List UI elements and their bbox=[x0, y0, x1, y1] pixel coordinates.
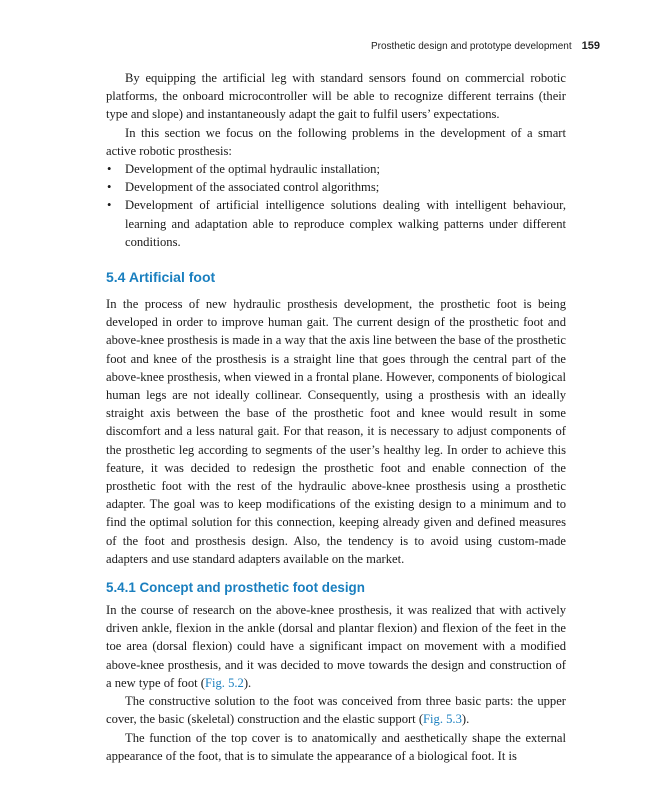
page-number: 159 bbox=[581, 40, 600, 52]
figure-link-5-3[interactable]: Fig. 5.3 bbox=[423, 712, 462, 727]
subsection-paragraph-2: The constructive solution to the foot was conceived from three basic parts: the upper cover, the basic (skeletal) construction and the elastic support (Fig. 5.3). bbox=[106, 694, 566, 727]
list-item bbox=[106, 196, 566, 251]
list-item-text: Development of artificial intelligence solutions dealing with intelligent behaviour, learning and adaptation able to reproduce complex walking patterns under different conditions. bbox=[125, 198, 566, 249]
section-heading: 5.4 Artificial foot bbox=[106, 269, 216, 286]
bullet-icon: • bbox=[107, 198, 112, 213]
running-head bbox=[106, 40, 600, 52]
page-content bbox=[106, 69, 566, 765]
intro-paragraph-2: In this section we focus on the following problems in the development of a smart active robotic prosthesis: bbox=[106, 125, 566, 158]
list-item-text: Development of the associated control algorithms; bbox=[125, 180, 380, 195]
list-item-text: Development of the optimal hydraulic installation; bbox=[125, 162, 380, 177]
running-head-title: Prosthetic design and prototype development bbox=[370, 41, 572, 52]
problem-list bbox=[106, 160, 566, 251]
intro-paragraph-1: By equipping the artificial leg with standard sensors found on commercial robotic platforms, the onboard microcontroller will be able to recognize different terrains (their type and slope) and instantaneously adapt the gait to fulfil users’ expectations. bbox=[106, 71, 566, 122]
list-item bbox=[106, 160, 566, 178]
subsection-paragraph-1: In the course of research on the above-knee prosthesis, it was realized that with actively driven ankle, flexion in the ankle (dorsal and plantar flexion) and flexion of the feet in the toe area (dorsal flexion) could have a significant impact on movement with a modified above-knee prosthesis, and it was decided to move towards the design and construction of a new type of foot (Fig. 5.2). bbox=[106, 603, 566, 690]
section-paragraph-1: In the process of new hydraulic prosthesis development, the prosthetic foot is being developed in order to improve human gait. The current design of the prosthetic foot and above-knee prosthesis is made in a way that the axis line between the base of the prosthetic foot and knee of the prosthesis is a straight line that goes through the central part of the above-knee prosthesis, when viewed in a frontal plane. However, components of biological human legs are not ideally collinear. Consequently, using a prosthesis with an ideally straight axis between the base of the prosthetic foot and knee would result in some discomfort and a less natural gait. For that reason, it is necessary to adjust components of the prosthetic leg according to segments of the user’s healthy leg. In order to achieve this feature, it was decided to redesign the prosthetic foot and enable connection of the prosthetic foot with the rest of the hydraulic above-knee prosthesis using a prosthetic adapter. The goal was to keep modifications of the existing design to a minimum and to find the optimal solution for this connection, keeping already given and defined measures of the foot and prosthesis design. Also, the tendency is to avoid using custom-made adapters and use standard adapters available on the market. bbox=[106, 297, 566, 566]
figure-link-5-2[interactable]: Fig. 5.2 bbox=[204, 675, 244, 690]
list-item bbox=[106, 178, 566, 196]
bullet-icon: • bbox=[107, 180, 112, 195]
bullet-icon: • bbox=[107, 162, 112, 177]
subsection-paragraph-3: The function of the top cover is to anatomically and aesthetically shape the external appearance of the foot, that is to simulate the appearance of a biological foot. It is bbox=[106, 730, 566, 763]
subsection-heading: 5.4.1 Concept and prosthetic foot design bbox=[106, 580, 365, 596]
